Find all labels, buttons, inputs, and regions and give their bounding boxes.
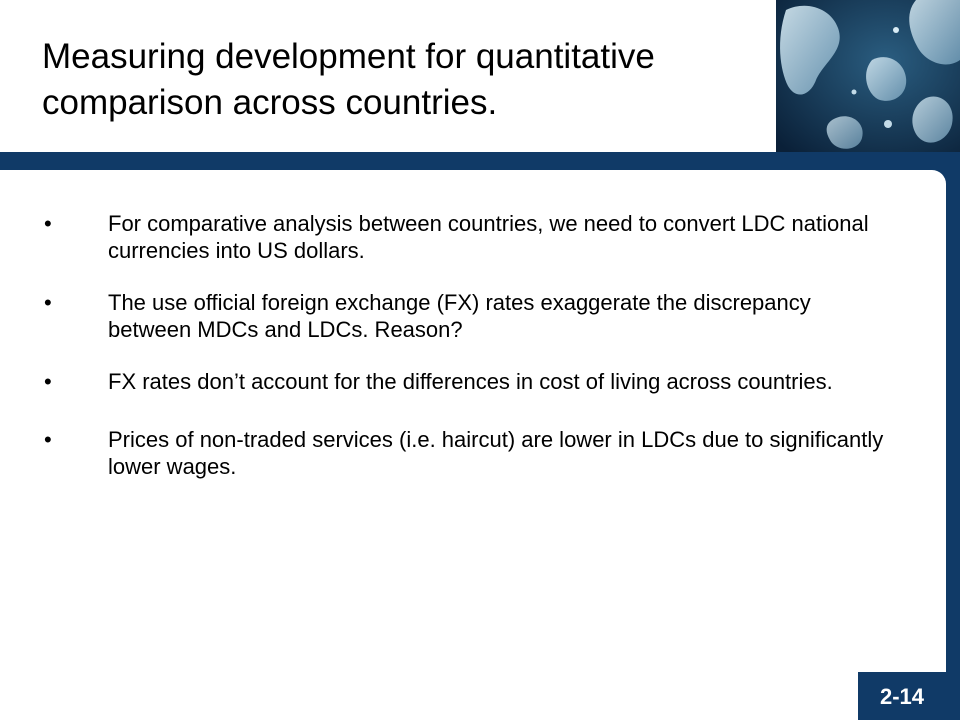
slide-title: Measuring development for quantitative comparison across countries. xyxy=(42,37,655,122)
bullet-item xyxy=(44,210,884,264)
page-number: 2-14 xyxy=(879,684,925,709)
bullet-text: FX rates don’t account for the differences in cost of living across countries. xyxy=(108,369,833,394)
slide-content xyxy=(0,170,946,720)
globe-map-image xyxy=(776,0,960,152)
bullet-dot: • xyxy=(44,290,52,315)
bullet-item xyxy=(44,289,884,343)
bullet-item xyxy=(44,368,884,395)
bullet-list xyxy=(44,210,884,480)
bullet-item xyxy=(44,426,884,480)
bullet-dot: • xyxy=(44,211,52,236)
bullet-text: For comparative analysis between countries, we need to convert LDC national currencies into US dollars. xyxy=(108,211,869,263)
bullet-dot: • xyxy=(44,427,52,452)
bullet-text: Prices of non-traded services (i.e. haircut) are lower in LDCs due to significantly lower wages. xyxy=(108,427,884,479)
bullet-dot: • xyxy=(44,369,52,394)
globe-map-icon xyxy=(776,0,960,152)
bullet-text: The use official foreign exchange (FX) rates exaggerate the discrepancy between MDCs and LDCs. Reason? xyxy=(108,290,811,342)
